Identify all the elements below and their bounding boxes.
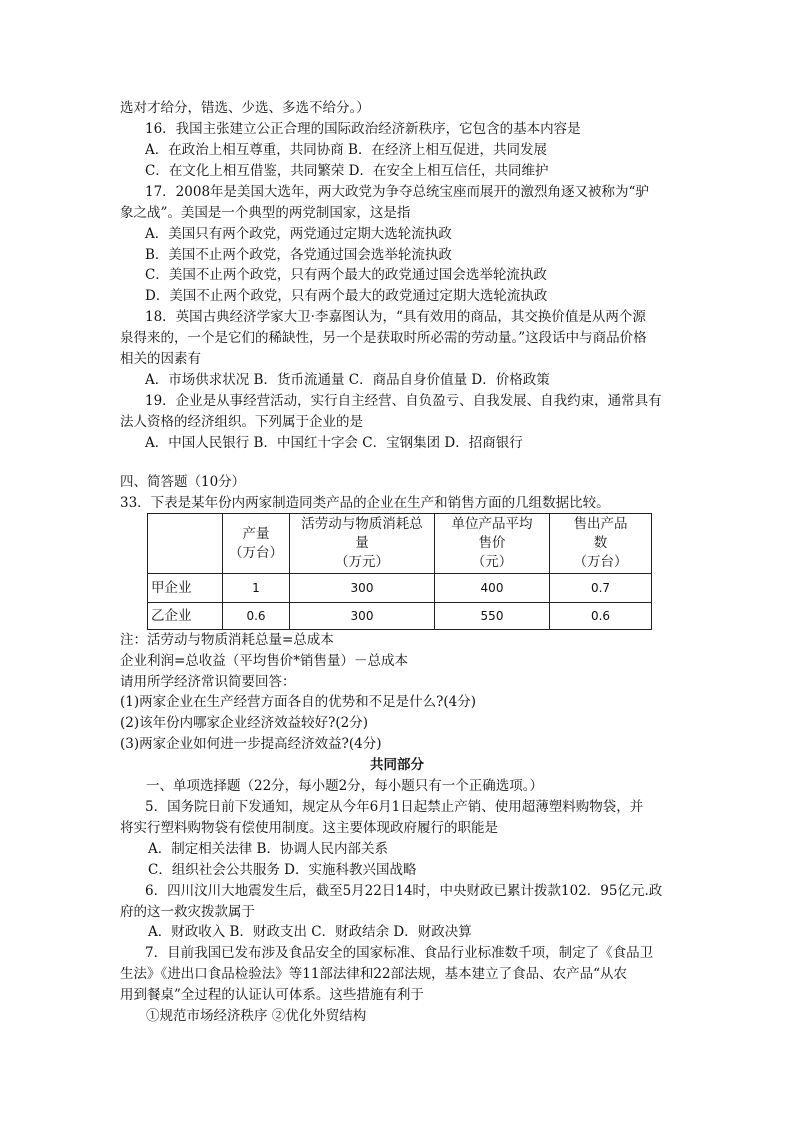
text-line: 用到餐桌”全过程的认证认可体系。这些措施有利于	[120, 987, 424, 1003]
text-line: A．在政治上相互尊重，共同协商 B．在经济上相互促进，共同发展	[145, 142, 547, 158]
text-line: C．美国不止两个政党，只有两个最大的政党通过国会选举轮流执政	[145, 267, 547, 283]
table-header-cell: 产量 （万台）	[223, 514, 290, 574]
text-line: (1)两家企业在生产经营方面各自的优势和不足是什么?(4分)	[120, 694, 476, 710]
text-line: 18．英国古典经济学家大卫·李嘉图认为，“具有效用的商品，其交换价值是从两个源	[145, 309, 646, 325]
table-cell: 0.6	[550, 603, 652, 630]
text-line: 相关的因素有	[120, 351, 201, 367]
text-line: 7．目前我国已发布涉及食品安全的国家标准、食品行业标准数千项，制定了《食品卫	[145, 945, 654, 961]
text-line: (2)该年份内哪家企业经济效益较好?(2分)	[120, 715, 368, 731]
table-cell: 0.7	[550, 574, 652, 603]
table-cell: 1	[223, 574, 290, 603]
table-header-cell: 售出产品 数 （万台）	[550, 514, 652, 574]
text-line: A．财政收入 B．财政支出 C．财政结余 D．财政决算	[148, 924, 472, 940]
table-cell: 0.6	[223, 603, 290, 630]
text-line: 19．企业是从事经营活动，实行自主经营、自负盈亏、自我发展、自我约束，通常具有	[145, 393, 662, 409]
table-cell: 300	[290, 603, 435, 630]
text-line: 四、简答题（10分）	[120, 474, 246, 490]
table-header-cell: 活劳动与物质消耗总 量 （万元）	[290, 514, 435, 574]
table-header-row	[148, 514, 652, 574]
text-line: 16．我国主张建立公正合理的国际政治经济新秩序，它包含的基本内容是	[145, 121, 581, 137]
text-line: 6．四川汶川大地震发生后，截至5月22日14时，中央财政已累计拨款102．95亿元.政	[145, 883, 663, 899]
table-row	[148, 574, 652, 603]
text-line: 17．2008年是美国大选年，两大政党为争夺总统宝座而展开的激烈角逐又被称为“驴	[145, 184, 649, 200]
table-row-header: 乙企业	[148, 603, 223, 630]
table-cell: 400	[435, 574, 550, 603]
table-header-cell	[148, 514, 223, 574]
text-line: 将实行塑料购物袋有偿使用制度。这主要体现政府履行的职能是	[120, 820, 498, 836]
text-line: 企业利润=总收益（平均售价*销售量）－总成本	[120, 653, 409, 669]
table-row	[148, 603, 652, 630]
text-line: A．市场供求状况 B．货币流通量 C．商品自身价值量 D．价格政策	[145, 372, 550, 388]
text-line: 一、单项选择题（22分，每小题2分，每小题只有一个正确选项。）	[146, 778, 544, 794]
text-line: C．组织社会公共服务 D．实施科教兴国战略	[148, 862, 417, 878]
text-line: A．中国人民银行 B．中国红十字会 C．宝钢集团 D．招商银行	[145, 435, 523, 451]
text-line: B．美国不止两个政党，各党通过国会选举轮流执政	[145, 247, 452, 263]
text-line: 请用所学经济常识简要回答：	[120, 674, 296, 690]
text-line: 注：活劳动与物质消耗总量=总成本	[120, 632, 334, 648]
text-line: (3)两家企业如何进一步提高经济效益?(4分)	[120, 736, 382, 752]
text-line: A．美国只有两个政党，两党通过定期大选轮流执政	[145, 226, 452, 242]
text-line: 法人资格的经济组织。下列属于企业的是	[120, 414, 363, 430]
text-line: ①规范市场经济秩序 ②优化外贸结构	[146, 1008, 367, 1024]
text-line: 府的这一救灾拨款属于	[120, 904, 255, 920]
text-line: 象之战”。美国是一个典型的两党制国家，这是指	[120, 205, 411, 221]
enterprise-comparison-table	[147, 513, 652, 630]
text-line: 5．国务院日前下发通知，规定从今年6月1日起禁止产销、使用超薄塑料购物袋，并	[145, 799, 644, 815]
text-line: C．在文化上相互借鉴，共同繁荣 D．在安全上相互信任，共同维护	[145, 163, 549, 179]
text-line: 33．下表是某年份内两家制造同类产品的企业在生产和销售方面的几组数据比较。	[120, 495, 610, 511]
table-row-header: 甲企业	[148, 574, 223, 603]
table-cell: 550	[435, 603, 550, 630]
text-line: 选对才给分，错选、少选、多选不给分。）	[120, 100, 370, 116]
text-line: 生法》《进出口食品检验法》等11部法律和22部法规，基本建立了食品、农产品“从农	[120, 966, 628, 982]
section-title: 共同部分	[370, 757, 424, 773]
text-line: 泉得来的，一个是它们的稀缺性，另一个是获取时所必需的劳动量。”这段话中与商品价格	[120, 330, 647, 346]
table-header-cell: 单位产品平均 售价 （元）	[435, 514, 550, 574]
table-cell: 300	[290, 574, 435, 603]
text-line: A．制定相关法律 B．协调人民内部关系	[148, 841, 388, 857]
text-line: D．美国不止两个政党，只有两个最大的政党通过定期大选轮流执政	[145, 288, 548, 304]
